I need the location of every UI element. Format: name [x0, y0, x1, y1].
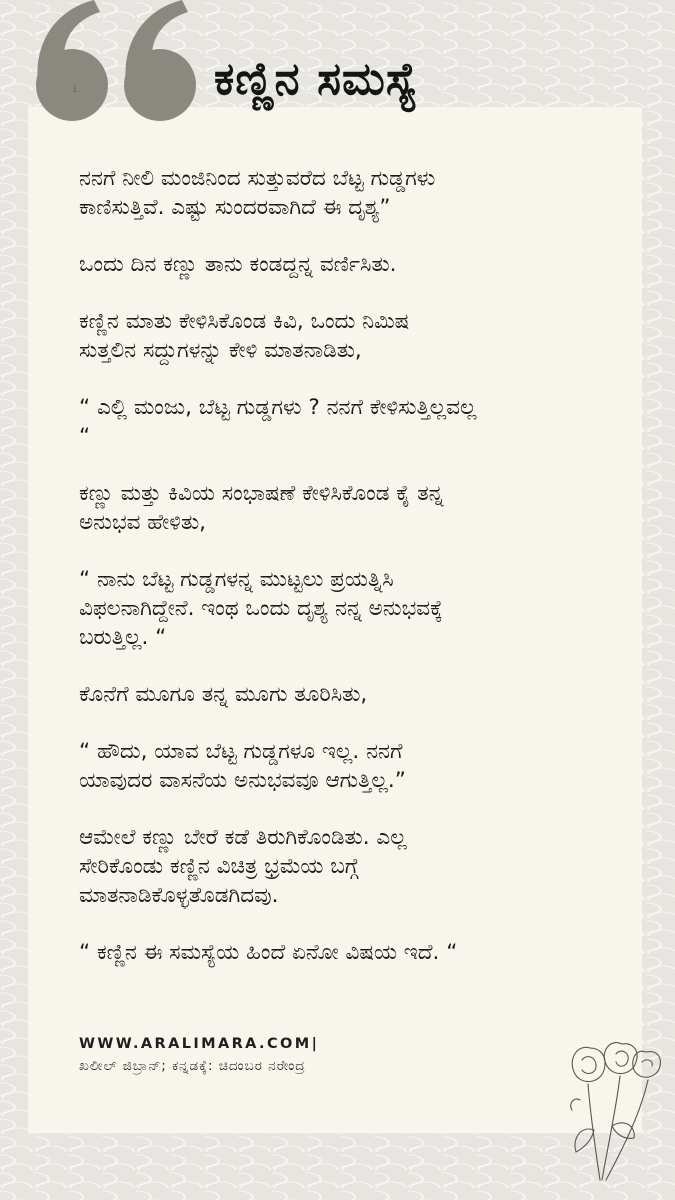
- paragraph: ಆಮೇಲೆ ಕಣ್ಣು ಬೇರೆ ಕಡೆ ತಿರುಗಿಕೊಂಡಿತು. ಎಲ್ಲ ಸೇರಿಕೊಂಡು ಕಣ್ಣಿನ ವಿಚಿತ್ರ ಭ್ರಮೆಯ ಬಗ್ಗೆ ಮಾತನಾಡಿಕೊಳ್ಳತೊಡಗಿದವು.: [79, 825, 407, 908]
- paragraph: ಕಣ್ಣು ಮತ್ತು ಕಿವಿಯ ಸಂಭಾಷಣೆ ಕೇಳಿಸಿಕೊಂಡ ಕೈ ತನ್ನ ಅನುಭವ ಹೇಳಿತು,: [79, 481, 444, 535]
- paragraph: ನನಗೆ ನೀಲಿ ಮಂಜಿನಿಂದ ಸುತ್ತುವರೆದ ಬೆಟ್ಟ ಗುಡ್ಡಗಳು ಕಾಣಿಸುತ್ತಿವೆ. ಎಷ್ಟು ಸುಂದರವಾಗಿದೆ ಈ ದೃಶ್ಯ”: [79, 166, 436, 220]
- paragraph: “ ಎಲ್ಲಿ ಮಂಜು, ಬೆಟ್ಟ ಗುಡ್ಡಗಳು ? ನನಗೆ ಕೇಳಿಸುತ್ತಿಲ್ಲವಲ್ಲ “: [79, 395, 477, 449]
- paragraph: ಒಂದು ದಿನ ಕಣ್ಣು ತಾನು ಕಂಡದ್ದನ್ನ ವರ್ಣಿಸಿತು.: [79, 252, 397, 277]
- paragraph: “ ಹೌದು, ಯಾವ ಬೆಟ್ಟ ಗುಡ್ಡಗಳೂ ಇಲ್ಲ. ನನಗೆ ಯಾವುದರ ವಾಸನೆಯ ಅನುಭವವೂ ಆಗುತ್ತಿಲ್ಲ.”: [79, 739, 406, 793]
- paragraph: “ ಕಣ್ಣಿನ ಈ ಸಮಸ್ಯೆಯ ಹಿಂದೆ ಏನೋ ವಿಷಯ ಇದೆ. “: [79, 940, 458, 965]
- story-body: [79, 164, 639, 995]
- flower-line-art-icon: [560, 1030, 670, 1190]
- double-quote-icon: [24, 0, 204, 130]
- author-credit: ಖಲೀಲ್ ಜಿಬ್ರಾನ್; ಕನ್ನಡಕ್ಕೆ: ಚಿದಂಬರ ನರೇಂದ್ರ: [79, 1058, 306, 1074]
- paragraph: “ ನಾನು ಬೆಟ್ಟ ಗುಡ್ಡಗಳನ್ನ ಮುಟ್ಟಲು ಪ್ರಯತ್ನಿಸಿ ವಿಫಲನಾಗಿದ್ದೇನೆ. ಇಂಥ ಒಂದು ದೃಶ್ಯ ನನ್ನ ಅನುಭವಕ್ಕೆ ಬರುತ್ತಿಲ್ಲ. “: [79, 567, 443, 650]
- paragraph: ಕೊನೆಗೆ ಮೂಗೂ ತನ್ನ ಮೂಗು ತೂರಿಸಿತು,: [79, 682, 368, 707]
- paragraph: ಕಣ್ಣಿನ ಮಾತು ಕೇಳಿಸಿಕೊಂಡ ಕಿವಿ, ಒಂದು ನಿಮಿಷ ಸುತ್ತಲಿನ ಸದ್ದುಗಳನ್ನು ಕೇಳಿ ಮಾತನಾಡಿತು,: [79, 309, 410, 363]
- page-title: ಕಣ್ಣಿನ ಸಮಸ್ಯೆ: [214, 52, 419, 105]
- website-link[interactable]: WWW.ARALIMARA.COM|: [79, 1036, 320, 1052]
- quote-number: 1.: [72, 85, 81, 95]
